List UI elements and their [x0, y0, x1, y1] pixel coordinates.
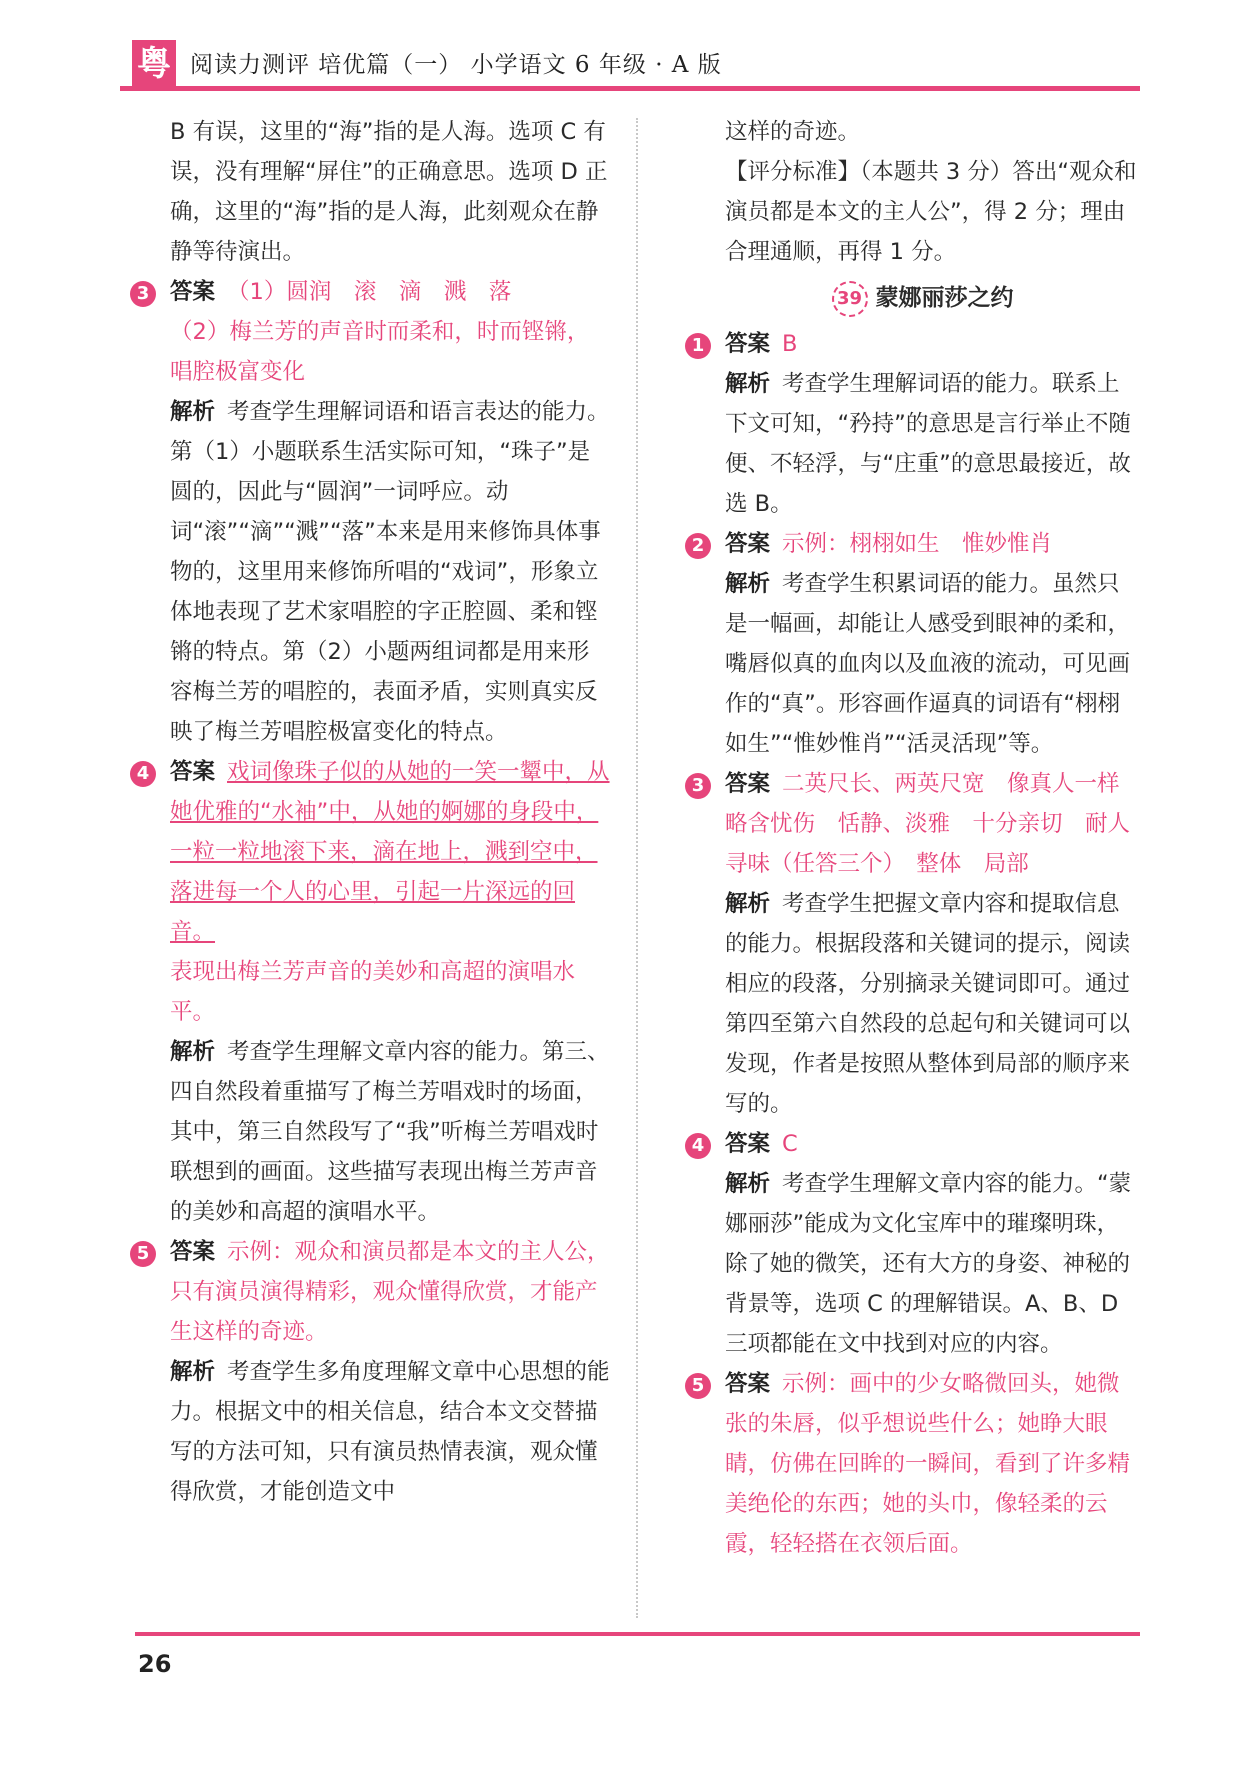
- answer-text: 表现出梅兰芳声音的美妙和高超的演唱水平。: [170, 959, 576, 1025]
- answer-label: 答案: [170, 1239, 216, 1265]
- answer-label: 答案: [725, 1371, 771, 1397]
- analysis-text: 考查学生理解文章内容的能力。“蒙娜丽莎”能成为文化宝库中的璀璨明珠，除了她的微笑，还有大方的身姿、神秘的背景等，选项 C 的理解错误。A、B、D 三项都能在文中找到对应的内容。: [725, 1171, 1132, 1357]
- analysis-text: 考查学生理解词语和语言表达的能力。第（1）小题联系生活实际可知，“珠子”是圆的，因此与“圆润”一词呼应。动词“滚”“滴”“溅”“落”本来是用来修饰具体事物的，这里用来修饰所唱的“戏词”，形象立体地表现了艺术家唱腔的字正腔圆、柔和铿锵的特点。第（2）小题两组词都是用来形容梅兰芳的唱腔的，表面矛盾，实则真实反映了梅兰芳唱腔极富变化的特点。: [170, 399, 610, 745]
- answer-text: 示例：观众和演员都是本文的主人公，只有演员演得精彩，观众懂得欣赏，才能产生这样的奇迹。: [170, 1239, 610, 1345]
- question-number-badge: 5: [130, 1241, 156, 1267]
- book-title: 阅读力测评 培优篇（一） 小学语文 6 年级 · A 版: [190, 52, 722, 78]
- section-number: 39: [832, 281, 868, 317]
- analysis-text: 考查学生积累词语的能力。虽然只是一幅画，却能让人感受到眼神的柔和，嘴唇似真的血肉以及血液的流动，可见画作的“真”。形容画作逼真的词语有“栩栩如生”“惟妙惟肖”“活灵活现”等。: [725, 571, 1131, 757]
- analysis-label: 解析: [170, 1359, 216, 1385]
- column-divider: [636, 118, 638, 1618]
- question-number-badge: 5: [685, 1373, 711, 1399]
- answer-text: 戏词像珠子似的从她的一笑一颦中，从她优雅的“水袖”中，从她的婀娜的身段中，一粒一粒地滚下来，滴在地上，溅到空中，落进每一个人的心里，引起一片深远的回音。: [170, 759, 610, 945]
- header-rule: [120, 86, 1140, 91]
- footer-rule: [135, 1632, 1140, 1636]
- answer-text: （1）圆润 滚 滴 溅 落: [227, 279, 512, 305]
- answer-label: 答案: [725, 331, 771, 357]
- page-header: [120, 28, 1140, 90]
- analysis-label: 解析: [725, 571, 771, 597]
- question-3: [136, 272, 610, 752]
- answer-text: 示例：画中的少女略微回头，她微张的朱唇，似乎想说些什么；她睁大眼睛，仿佛在回眸的一瞬间，看到了许多精美绝伦的东西；她的头巾，像轻柔的云霞，轻轻搭在衣领后面。: [725, 1371, 1131, 1557]
- answer-label: 答案: [725, 771, 771, 797]
- analysis-label: 解析: [725, 891, 771, 917]
- question-4: [136, 752, 610, 1232]
- answer-text: 二英尺长、两英尺宽 像真人一样 略含忧伤 恬静、淡雅 十分亲切 耐人寻味（任答三个） 整体 局部: [725, 771, 1143, 877]
- question-2: [691, 524, 1140, 764]
- right-column: [691, 112, 1143, 1564]
- left-column: [136, 112, 610, 1512]
- analysis-label: 解析: [170, 1039, 216, 1065]
- paragraph: B 有误，这里的“海”指的是人海。选项 C 有误，没有理解“屏住”的正确意思。选项 D 正确，这里的“海”指的是人海，此刻观众在静静等待演出。: [170, 119, 608, 265]
- analysis-text: 考查学生多角度理解文章中心思想的能力。根据文中的相关信息，结合本文交替描写的方法可知，只有演员热情表演，观众懂得欣赏，才能创造文中: [170, 1359, 610, 1505]
- analysis-text: 考查学生理解文章内容的能力。第三、四自然段着重描写了梅兰芳唱戏时的场面，其中，第三自然段写了“我”听梅兰芳唱戏时联想到的画面。这些描写表现出梅兰芳声音的美妙和高超的演唱水平。: [170, 1039, 610, 1225]
- question-1: [691, 324, 1140, 524]
- page-number: 26: [138, 1650, 172, 1678]
- paragraph: 这样的奇迹。: [725, 119, 861, 145]
- question-number-badge: 1: [685, 333, 711, 359]
- answer-label: 答案: [170, 759, 216, 785]
- analysis-text: 考查学生理解词语的能力。联系上下文可知，“矜持”的意思是言行举止不随便、不轻浮，与“庄重”的意思最接近，故选 B。: [725, 371, 1131, 517]
- section-title: 蒙娜丽莎之约: [875, 285, 1014, 311]
- scoring-standard: 【评分标准】（本题共 3 分）答出“观众和演员都是本文的主人公”，得 2 分；理由合理通顺，再得 1 分。: [725, 159, 1137, 265]
- question-5: [136, 1232, 610, 1512]
- analysis-label: 解析: [170, 399, 216, 425]
- question-number-badge: 4: [130, 761, 156, 787]
- question-number-badge: 3: [685, 773, 711, 799]
- section-heading: [705, 278, 1140, 318]
- analysis-text: 考查学生把握文章内容和提取信息的能力。根据段落和关键词的提示，阅读相应的段落，分别摘录关键词即可。通过第四至第六自然段的总起句和关键词可以发现，作者是按照从整体到局部的顺序来写的。: [725, 891, 1131, 1117]
- analysis-label: 解析: [725, 1171, 771, 1197]
- answer-text: C: [782, 1131, 798, 1157]
- question-number-badge: 4: [685, 1133, 711, 1159]
- answer-label: 答案: [725, 1131, 771, 1157]
- question-5: [691, 1364, 1140, 1564]
- answer-text: B: [782, 331, 798, 357]
- publisher-logo: 粤: [132, 40, 176, 88]
- analysis-label: 解析: [725, 371, 771, 397]
- answer-text: 示例：栩栩如生 惟妙惟肖: [782, 531, 1053, 557]
- answer-label: 答案: [170, 279, 216, 305]
- answer-text: （2）梅兰芳的声音时而柔和，时而铿锵，唱腔极富变化: [170, 319, 590, 385]
- question-number-badge: 3: [130, 281, 156, 307]
- question-4: [691, 1124, 1140, 1364]
- question-number-badge: 2: [685, 533, 711, 559]
- answer-label: 答案: [725, 531, 771, 557]
- question-3: [691, 764, 1143, 1124]
